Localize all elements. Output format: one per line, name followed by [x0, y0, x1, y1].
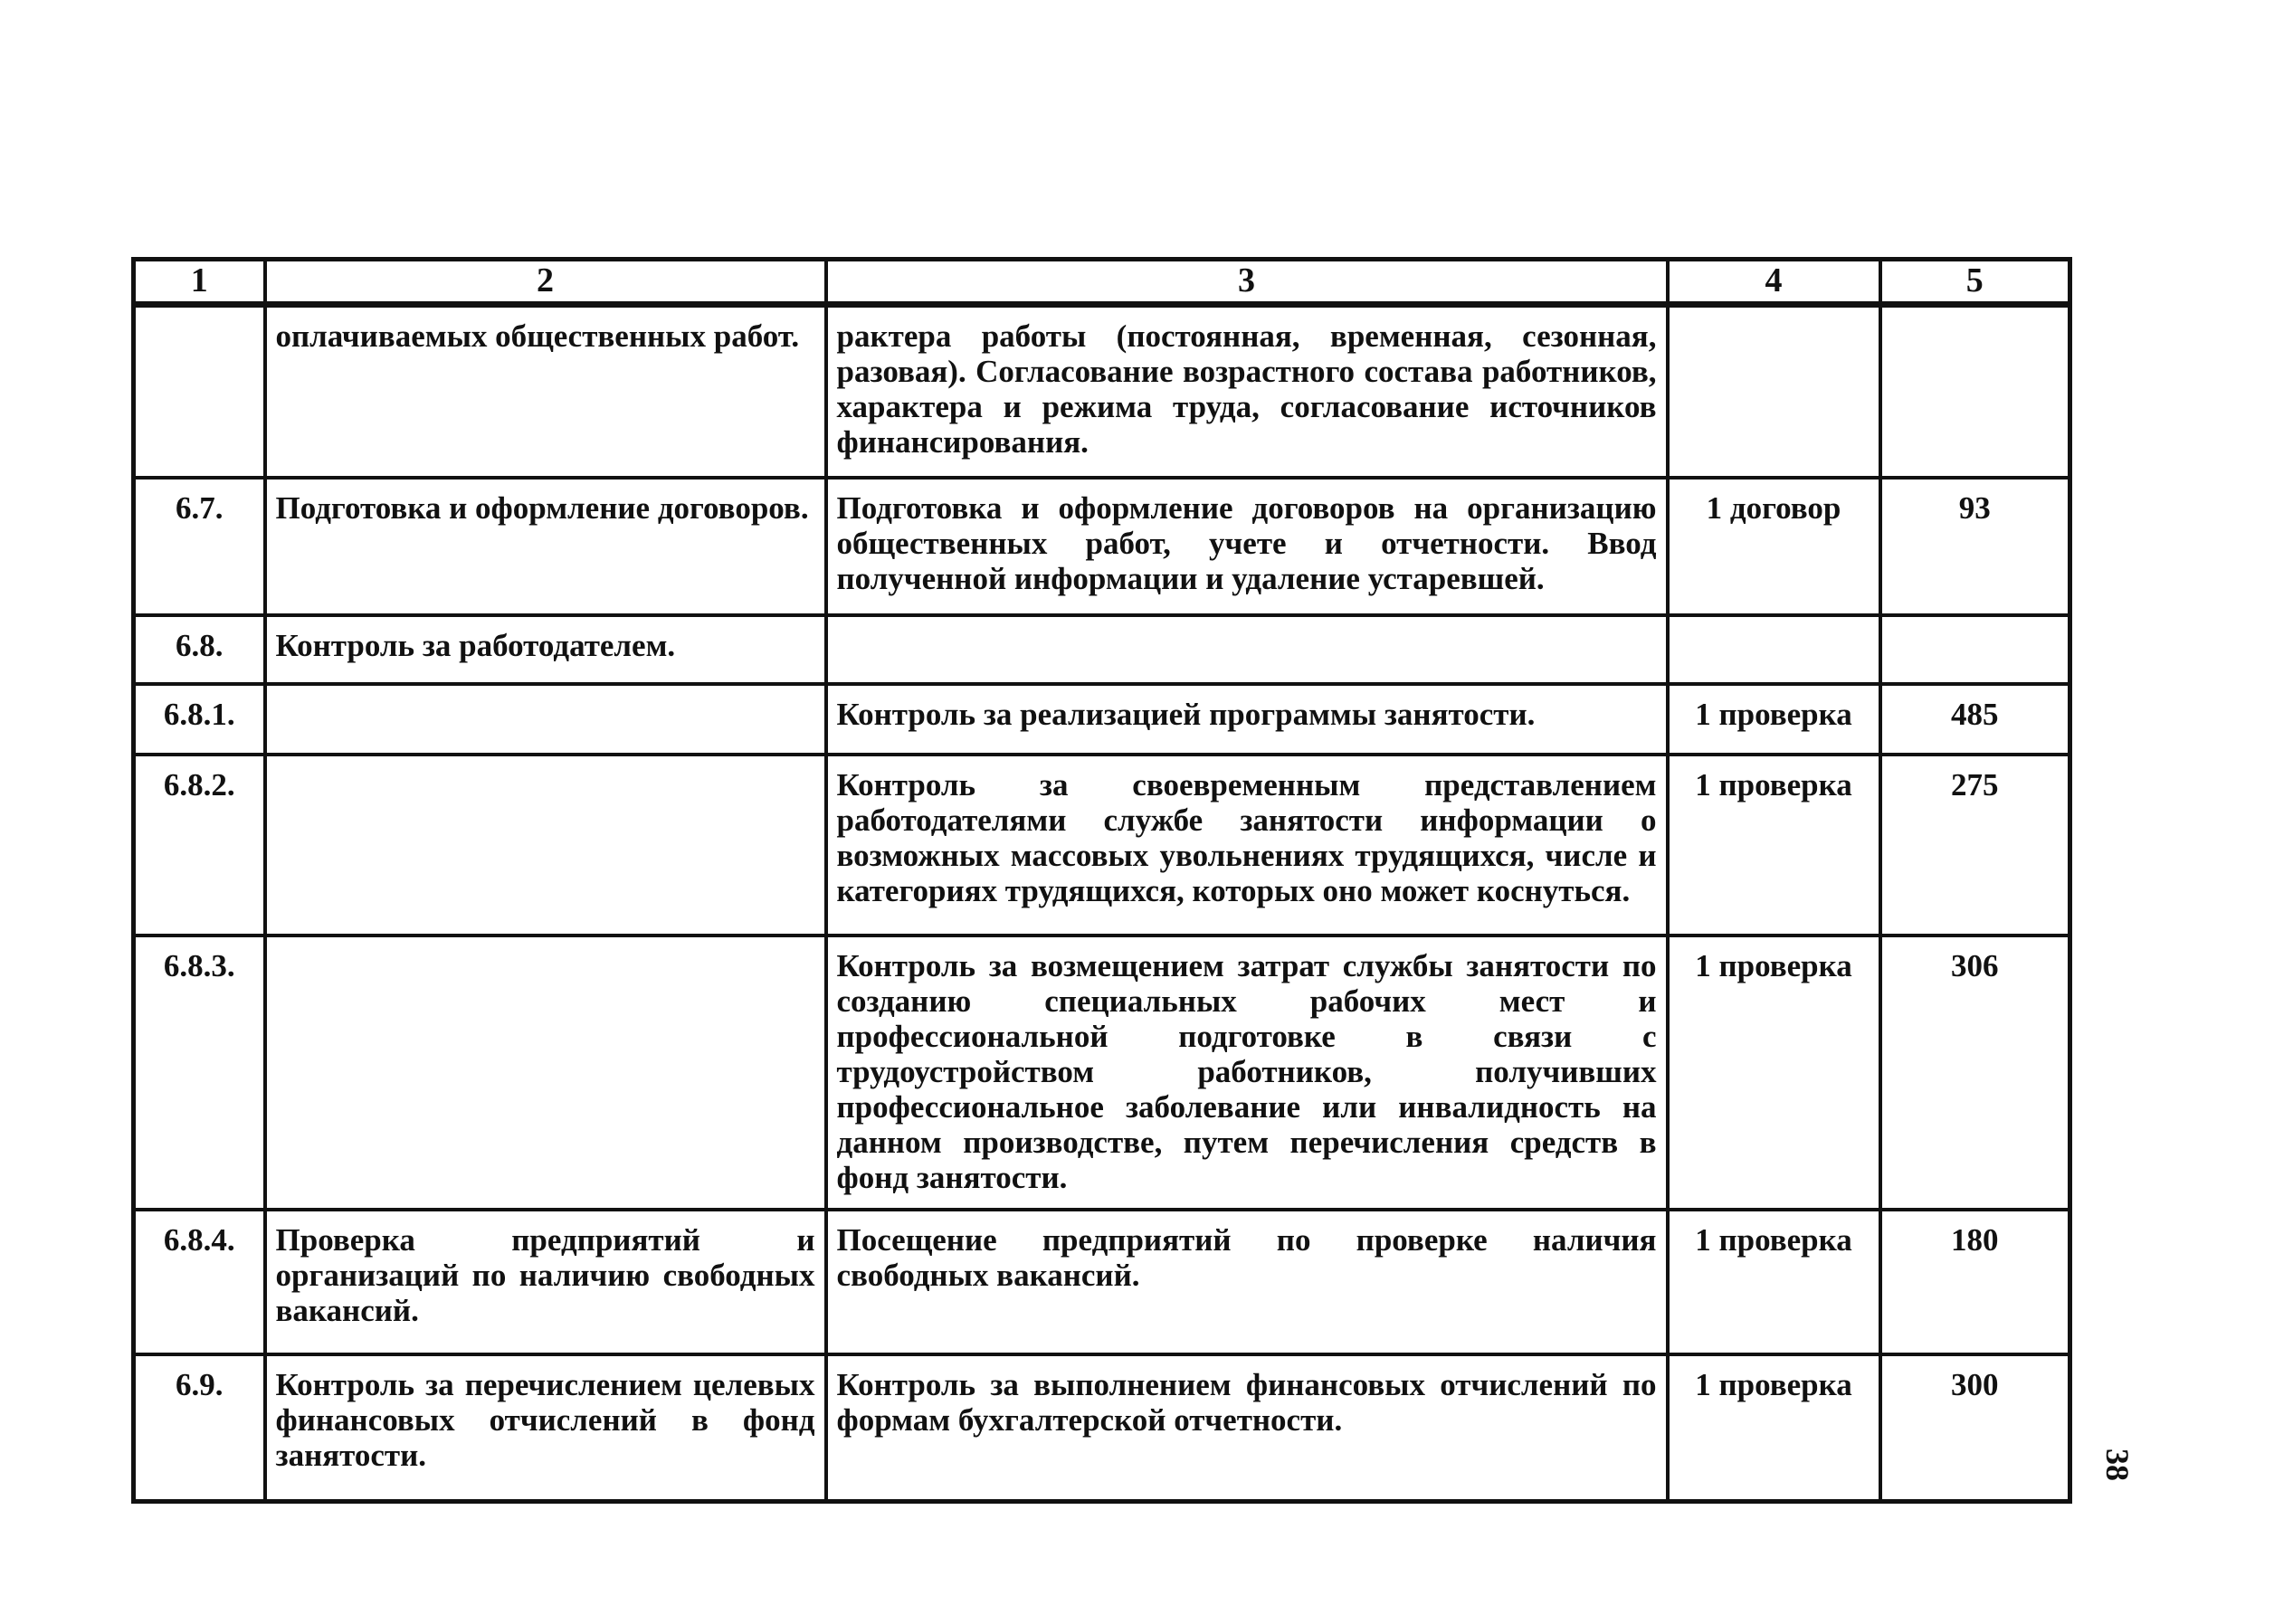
- unit-of-measure: 1 проверка: [1668, 755, 1880, 935]
- table-row: [134, 755, 2070, 935]
- item-number: 6.8.: [134, 615, 265, 684]
- column-header-4: 4: [1668, 260, 1880, 305]
- norms-table: [131, 257, 2072, 1504]
- page-number: 38: [2099, 1448, 2136, 1481]
- unit-of-measure: 1 договор: [1668, 478, 1880, 615]
- item-number: [134, 305, 265, 479]
- item-number: 6.8.1.: [134, 684, 265, 755]
- time-norm: 300: [1880, 1354, 2070, 1502]
- table-row: [134, 1210, 2070, 1354]
- work-name: Проверка предприятий и организаций по наличию свободных вакансий.: [265, 1210, 826, 1354]
- time-norm: [1880, 305, 2070, 479]
- table-row: [134, 935, 2070, 1210]
- time-norm: [1880, 615, 2070, 684]
- work-content: Контроль за выполнением финансовых отчислений по формам бухгалтерской отчетности.: [826, 1354, 1668, 1502]
- unit-of-measure: 1 проверка: [1668, 684, 1880, 755]
- item-number: 6.8.4.: [134, 1210, 265, 1354]
- time-norm: 485: [1880, 684, 2070, 755]
- unit-of-measure: [1668, 305, 1880, 479]
- unit-of-measure: 1 проверка: [1668, 1210, 1880, 1354]
- work-content: Посещение предприятий по проверке наличия свободных вакансий.: [826, 1210, 1668, 1354]
- work-content: Подготовка и оформление договоров на организацию общественных работ, учете и отчетности. Ввод полученной информации и удаление устаревшей.: [826, 478, 1668, 615]
- column-header-5: 5: [1880, 260, 2070, 305]
- table-row: [134, 615, 2070, 684]
- work-content: [826, 615, 1668, 684]
- item-number: 6.8.2.: [134, 755, 265, 935]
- work-name: [265, 755, 826, 935]
- header-row: [134, 260, 2070, 305]
- work-content: Контроль за возмещением затрат службы занятости по созданию специальных рабочих мест и профессиональной подготовке в связи с трудоустройством работников, получивших профессиональное заболевание или инвалидность на данном производстве, путем перечисления средств в фонд занятости.: [826, 935, 1668, 1210]
- table-row: [134, 1354, 2070, 1502]
- work-content: рактера работы (постоянная, временная, сезонная, разовая). Согласование возрастного состава работников, характера и режима труда, согласование источников финансирования.: [826, 305, 1668, 479]
- item-number: 6.8.3.: [134, 935, 265, 1210]
- unit-of-measure: [1668, 615, 1880, 684]
- work-name: оплачиваемых общественных работ.: [265, 305, 826, 479]
- work-name: Контроль за перечислением целевых финансовых отчислений в фонд занятости.: [265, 1354, 826, 1502]
- work-content: Контроль за реализацией программы занятости.: [826, 684, 1668, 755]
- time-norm: 306: [1880, 935, 2070, 1210]
- time-norm: 180: [1880, 1210, 2070, 1354]
- work-name: Контроль за работодателем.: [265, 615, 826, 684]
- work-name: [265, 935, 826, 1210]
- time-norm: 93: [1880, 478, 2070, 615]
- unit-of-measure: 1 проверка: [1668, 935, 1880, 1210]
- item-number: 6.7.: [134, 478, 265, 615]
- column-header-1: 1: [134, 260, 265, 305]
- column-header-3: 3: [826, 260, 1668, 305]
- table-row: [134, 478, 2070, 615]
- time-norm: 275: [1880, 755, 2070, 935]
- work-content: Контроль за своевременным представлением работодателями службе занятости информации о возможных массовых увольнениях трудящихся, числе и категориях трудящихся, которых оно может коснуться.: [826, 755, 1668, 935]
- item-number: 6.9.: [134, 1354, 265, 1502]
- work-name: Подготовка и оформление договоров.: [265, 478, 826, 615]
- table-row: [134, 305, 2070, 479]
- unit-of-measure: 1 проверка: [1668, 1354, 1880, 1502]
- work-name: [265, 684, 826, 755]
- table-row: [134, 684, 2070, 755]
- column-header-2: 2: [265, 260, 826, 305]
